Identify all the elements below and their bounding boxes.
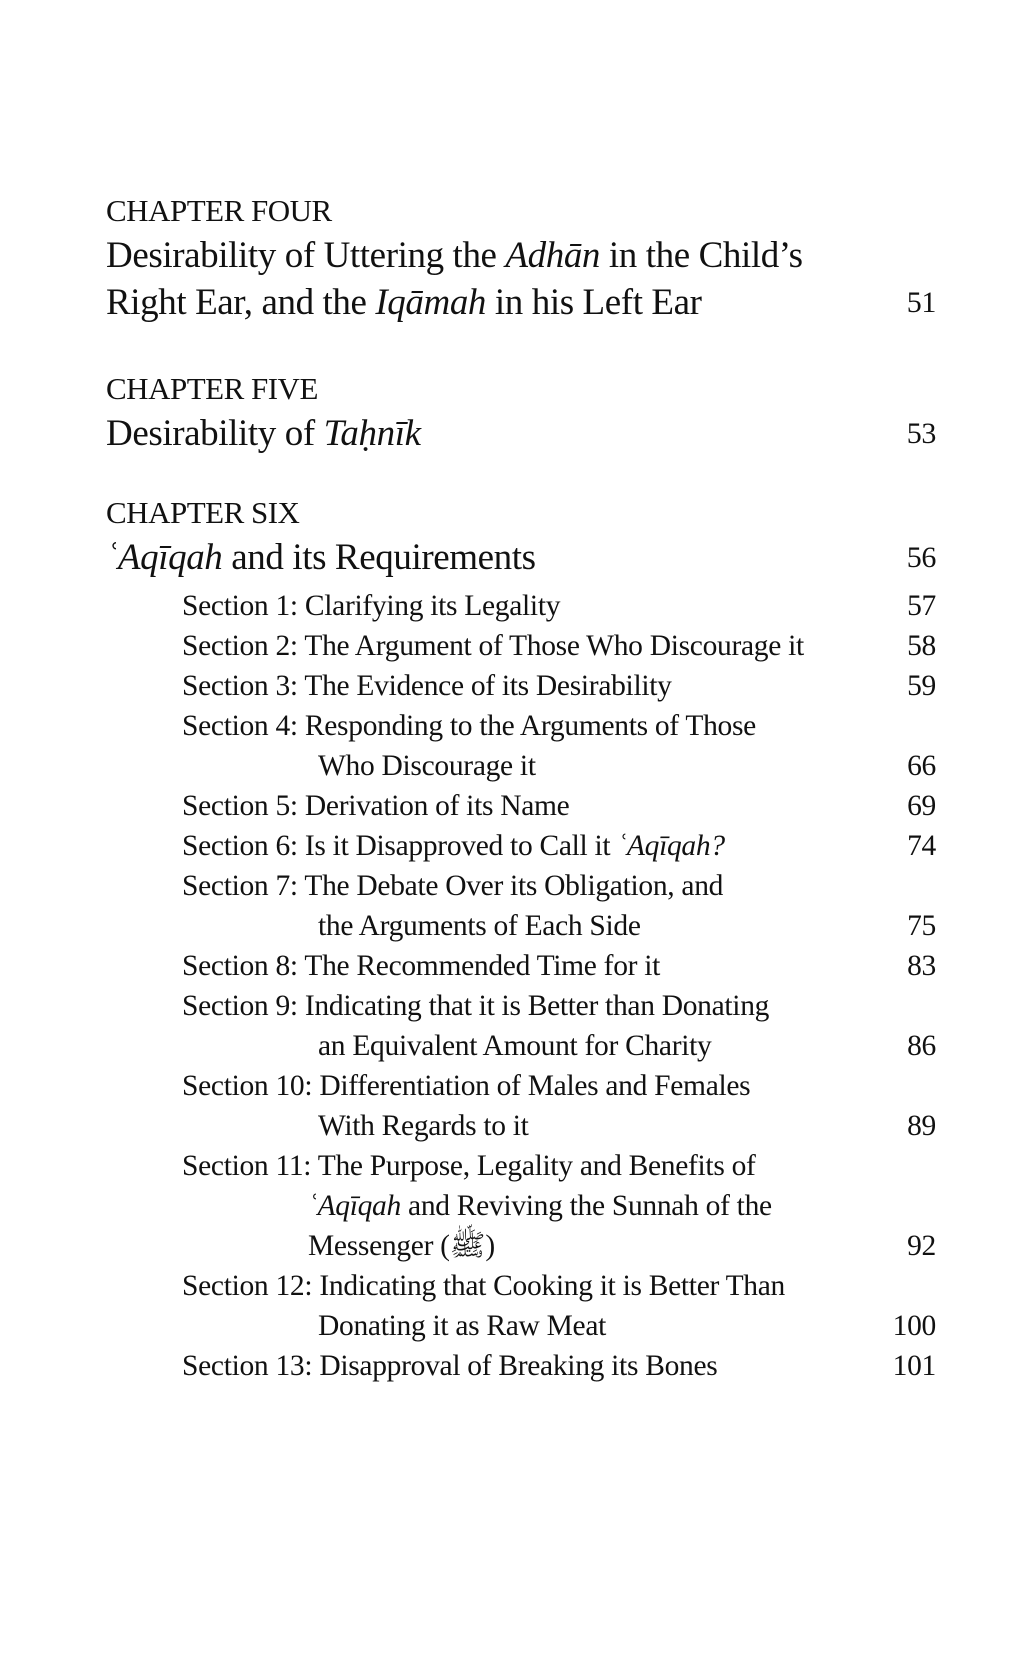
section-entry: Section 8: The Recommended Time for it 83 — [106, 946, 936, 986]
page-number: 92 — [907, 1230, 936, 1262]
page-number: 101 — [892, 1350, 936, 1382]
section-list — [106, 586, 936, 1386]
section-entry: Section 6: Is it Disapproved to Call it ʿAqīqah? 74 — [106, 826, 936, 866]
page-number: 86 — [907, 1030, 936, 1062]
page-number: 66 — [907, 750, 936, 782]
chapter-title: Desirability of Uttering the Adhān in the Child’s Right Ear, and the Iqāmah in his Left Ear 51 — [106, 232, 936, 326]
chapter-four — [106, 192, 936, 326]
section-entry: Section 5: Derivation of its Name 69 — [106, 786, 936, 826]
section-entry: Section 1: Clarifying its Legality 57 — [106, 586, 936, 626]
chapter-title: ʿAqīqah and its Requirements 56 — [106, 534, 936, 581]
page-number: 57 — [907, 590, 936, 622]
page-number: 83 — [907, 950, 936, 982]
chapter-five — [106, 370, 936, 457]
page-number: 75 — [907, 910, 936, 942]
page-number: 69 — [907, 790, 936, 822]
page-number: 89 — [907, 1110, 936, 1142]
chapter-label: CHAPTER FIVE — [106, 371, 318, 406]
page-number: 59 — [907, 670, 936, 702]
page-number: 56 — [906, 541, 936, 574]
section-entry: Section 13: Disapproval of Breaking its Bones 101 — [106, 1346, 936, 1386]
section-entry: Section 11: The Purpose, Legality and Benefits of ʿAqīqah and Reviving the Sunnah of the Messenger (ﷺ) 92 — [106, 1146, 936, 1266]
page-number: 74 — [907, 830, 936, 862]
chapter-title: Desirability of Taḥnīk 53 — [106, 410, 936, 457]
section-entry: Section 3: The Evidence of its Desirability 59 — [106, 666, 936, 706]
section-entry: Section 4: Responding to the Arguments of Those Who Discourage it 66 — [106, 706, 936, 786]
page-number: 58 — [907, 630, 936, 662]
section-entry: Section 2: The Argument of Those Who Discourage it 58 — [106, 626, 936, 666]
section-entry: Section 12: Indicating that Cooking it is Better Than Donating it as Raw Meat 100 — [106, 1266, 936, 1346]
page-number: 53 — [906, 417, 936, 450]
page-number: 100 — [892, 1310, 936, 1342]
section-entry: Section 9: Indicating that it is Better than Donating an Equivalent Amount for Charity 86 — [106, 986, 936, 1066]
chapter-six — [106, 494, 936, 581]
chapter-label: CHAPTER SIX — [106, 495, 300, 530]
section-entry: Section 7: The Debate Over its Obligation, and the Arguments of Each Side 75 — [106, 866, 936, 946]
chapter-label: CHAPTER FOUR — [106, 193, 332, 228]
page-number: 51 — [906, 286, 936, 319]
section-entry: Section 10: Differentiation of Males and Females With Regards to it 89 — [106, 1066, 936, 1146]
